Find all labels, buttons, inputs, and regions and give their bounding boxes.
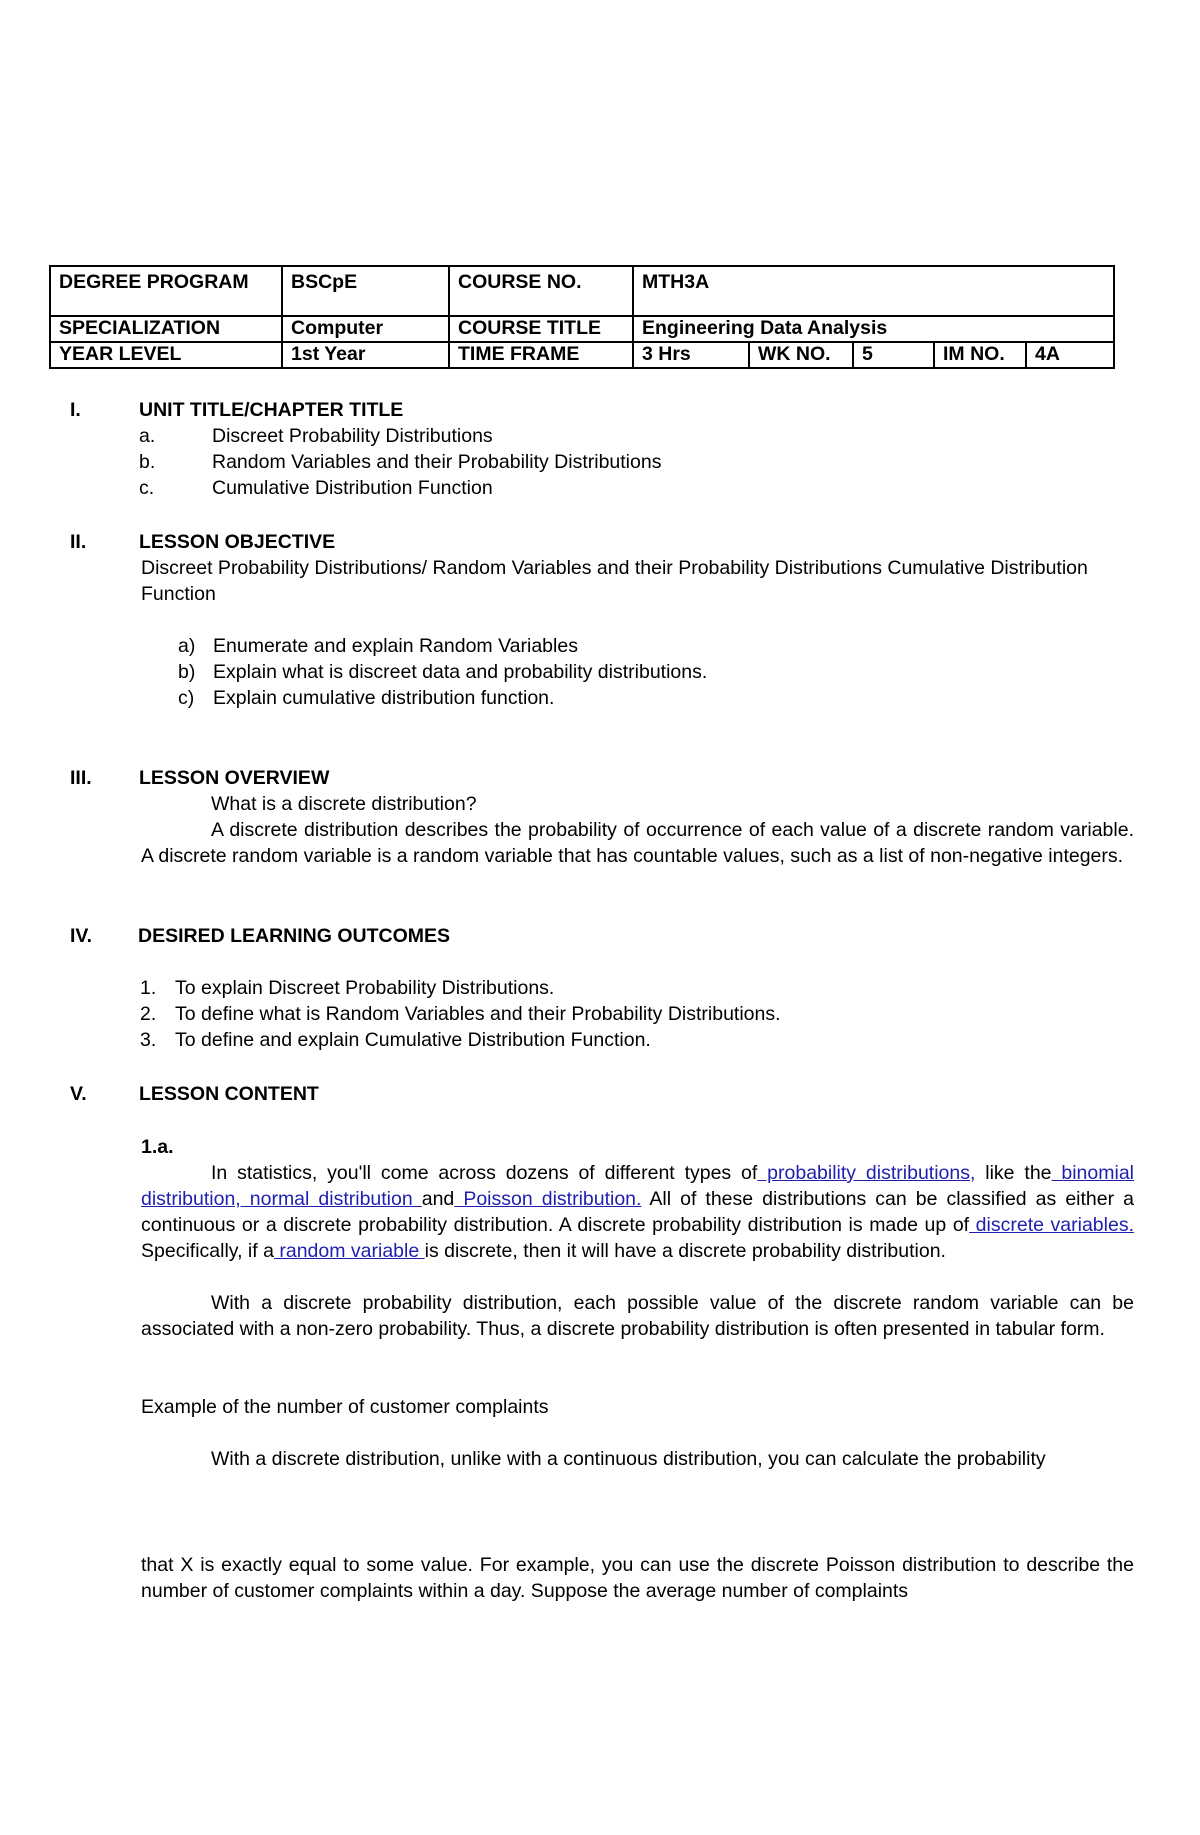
list-item-text: Discreet Probability Distributions	[212, 425, 493, 447]
paragraph-text: like the	[975, 1162, 1052, 1184]
table-row	[50, 266, 1114, 316]
content-paragraph	[141, 1290, 1134, 1342]
week-no-label: WK NO.	[749, 342, 853, 368]
paragraph-text: In statistics, you'll come across dozens of different types of	[211, 1162, 758, 1184]
list-marker: 3.	[140, 1029, 157, 1051]
section-heading: DESIRED LEARNING OUTCOMES	[138, 925, 451, 947]
probability-distributions-link[interactable]: probability distributions,	[757, 1162, 976, 1184]
course-no-value: MTH3A	[633, 266, 1114, 316]
im-no-value: 4A	[1026, 342, 1114, 368]
week-no-value: 5	[853, 342, 934, 368]
list-item-text: To explain Discreet Probability Distributions.	[175, 977, 555, 999]
list-item-text: To define what is Random Variables and their Probability Distributions.	[175, 1003, 781, 1025]
time-frame-label: TIME FRAME	[449, 342, 633, 368]
paragraph-text: and	[421, 1188, 455, 1210]
list-item	[178, 659, 707, 685]
paragraph-text: that X is exactly equal to some value. For example, you can use the discrete Poisson distribution to describe the number of customer complaints within a day. Suppose the average number of complaints	[141, 1554, 1134, 1602]
list-marker: a.	[139, 425, 156, 447]
section-heading: LESSON OBJECTIVE	[139, 531, 336, 553]
overview-text	[141, 817, 1134, 869]
list-item-text: Explain cumulative distribution function.	[213, 687, 555, 709]
list-marker: c.	[139, 477, 155, 499]
section-number: II.	[70, 531, 87, 553]
list-item	[178, 633, 578, 659]
section-heading: LESSON OVERVIEW	[139, 767, 330, 789]
course-title-value: Engineering Data Analysis	[633, 316, 1114, 342]
list-item-text: Cumulative Distribution Function	[212, 477, 493, 499]
specialization-label: SPECIALIZATION	[50, 316, 282, 342]
list-marker: c)	[178, 687, 195, 709]
list-item	[140, 1001, 781, 1027]
paragraph-text: With a discrete distribution, unlike with a continuous distribution, you can calculate the probability	[211, 1448, 1046, 1470]
list-item-text: Random Variables and their Probability Distributions	[212, 451, 662, 473]
section-number: IV.	[70, 925, 93, 947]
degree-program-label: DEGREE PROGRAM	[50, 266, 282, 316]
list-item-text: Explain what is discreet data and probability distributions.	[213, 661, 708, 683]
course-info-table	[49, 265, 1115, 369]
table-row	[50, 342, 1114, 368]
list-marker: 2.	[140, 1003, 157, 1025]
paragraph-text: is discrete, then it will have a discrete probability distribution.	[424, 1240, 946, 1262]
section-heading: UNIT TITLE/CHAPTER TITLE	[139, 399, 404, 421]
course-no-label: COURSE NO.	[449, 266, 633, 316]
list-item	[140, 1027, 651, 1053]
im-no-label: IM NO.	[934, 342, 1026, 368]
section-number: V.	[70, 1083, 87, 1105]
list-item-text: To define and explain Cumulative Distribution Function.	[175, 1029, 651, 1051]
content-paragraph	[141, 1552, 1134, 1604]
list-item	[139, 449, 661, 475]
specialization-value: Computer	[282, 316, 449, 342]
paragraph-text: Specifically, if a	[141, 1240, 274, 1262]
section-number: I.	[70, 399, 81, 421]
section-heading: LESSON CONTENT	[139, 1083, 319, 1105]
list-marker: a)	[178, 635, 196, 657]
paragraph-text: All of these distributions can be classified as either a continuous or a discrete probability distribution. A discrete probability distribution is made up of	[141, 1188, 1134, 1236]
list-item-text: Enumerate and explain Random Variables	[213, 635, 578, 657]
list-item	[178, 685, 554, 711]
time-frame-value: 3 Hrs	[633, 342, 749, 368]
content-paragraph	[141, 1160, 1134, 1264]
section-number: III.	[70, 767, 92, 789]
overview-text-body: A discrete distribution describes the probability of occurrence of each value of a discrete random variable. A discrete random variable is a random variable that has countable values, such as a list of non-negative integers.	[141, 819, 1134, 867]
degree-program-value: BSCpE	[282, 266, 449, 316]
content-paragraph	[141, 1446, 1134, 1472]
table-row	[50, 316, 1114, 342]
list-marker: 1.	[140, 977, 157, 999]
year-level-label: YEAR LEVEL	[50, 342, 282, 368]
poisson-distribution-link[interactable]: Poisson distribution.	[454, 1188, 642, 1210]
list-marker: b)	[178, 661, 196, 683]
list-item	[139, 423, 493, 449]
overview-question: What is a discrete distribution?	[211, 793, 477, 815]
binomial-normal-distribution-link[interactable]: binomial distribution, normal distribution	[141, 1162, 1135, 1210]
discrete-variables-link[interactable]: discrete variables.	[969, 1214, 1134, 1236]
subsection-label: 1.a.	[141, 1136, 174, 1158]
paragraph-text: With a discrete probability distribution, each possible value of the discrete random variable can be associated with a non-zero probability. Thus, a discrete probability distribution is often presented in tabular form.	[141, 1292, 1134, 1340]
objective-text: Discreet Probability Distributions/ Random Variables and their Probability Distributions Cumulative Distribution Function	[141, 557, 1088, 605]
list-item	[139, 475, 493, 501]
random-variable-link[interactable]: random variable	[273, 1240, 425, 1262]
list-item	[140, 975, 554, 1001]
list-marker: b.	[139, 451, 156, 473]
course-title-label: COURSE TITLE	[449, 316, 633, 342]
example-caption: Example of the number of customer complaints	[141, 1396, 549, 1418]
year-level-value: 1st Year	[282, 342, 449, 368]
